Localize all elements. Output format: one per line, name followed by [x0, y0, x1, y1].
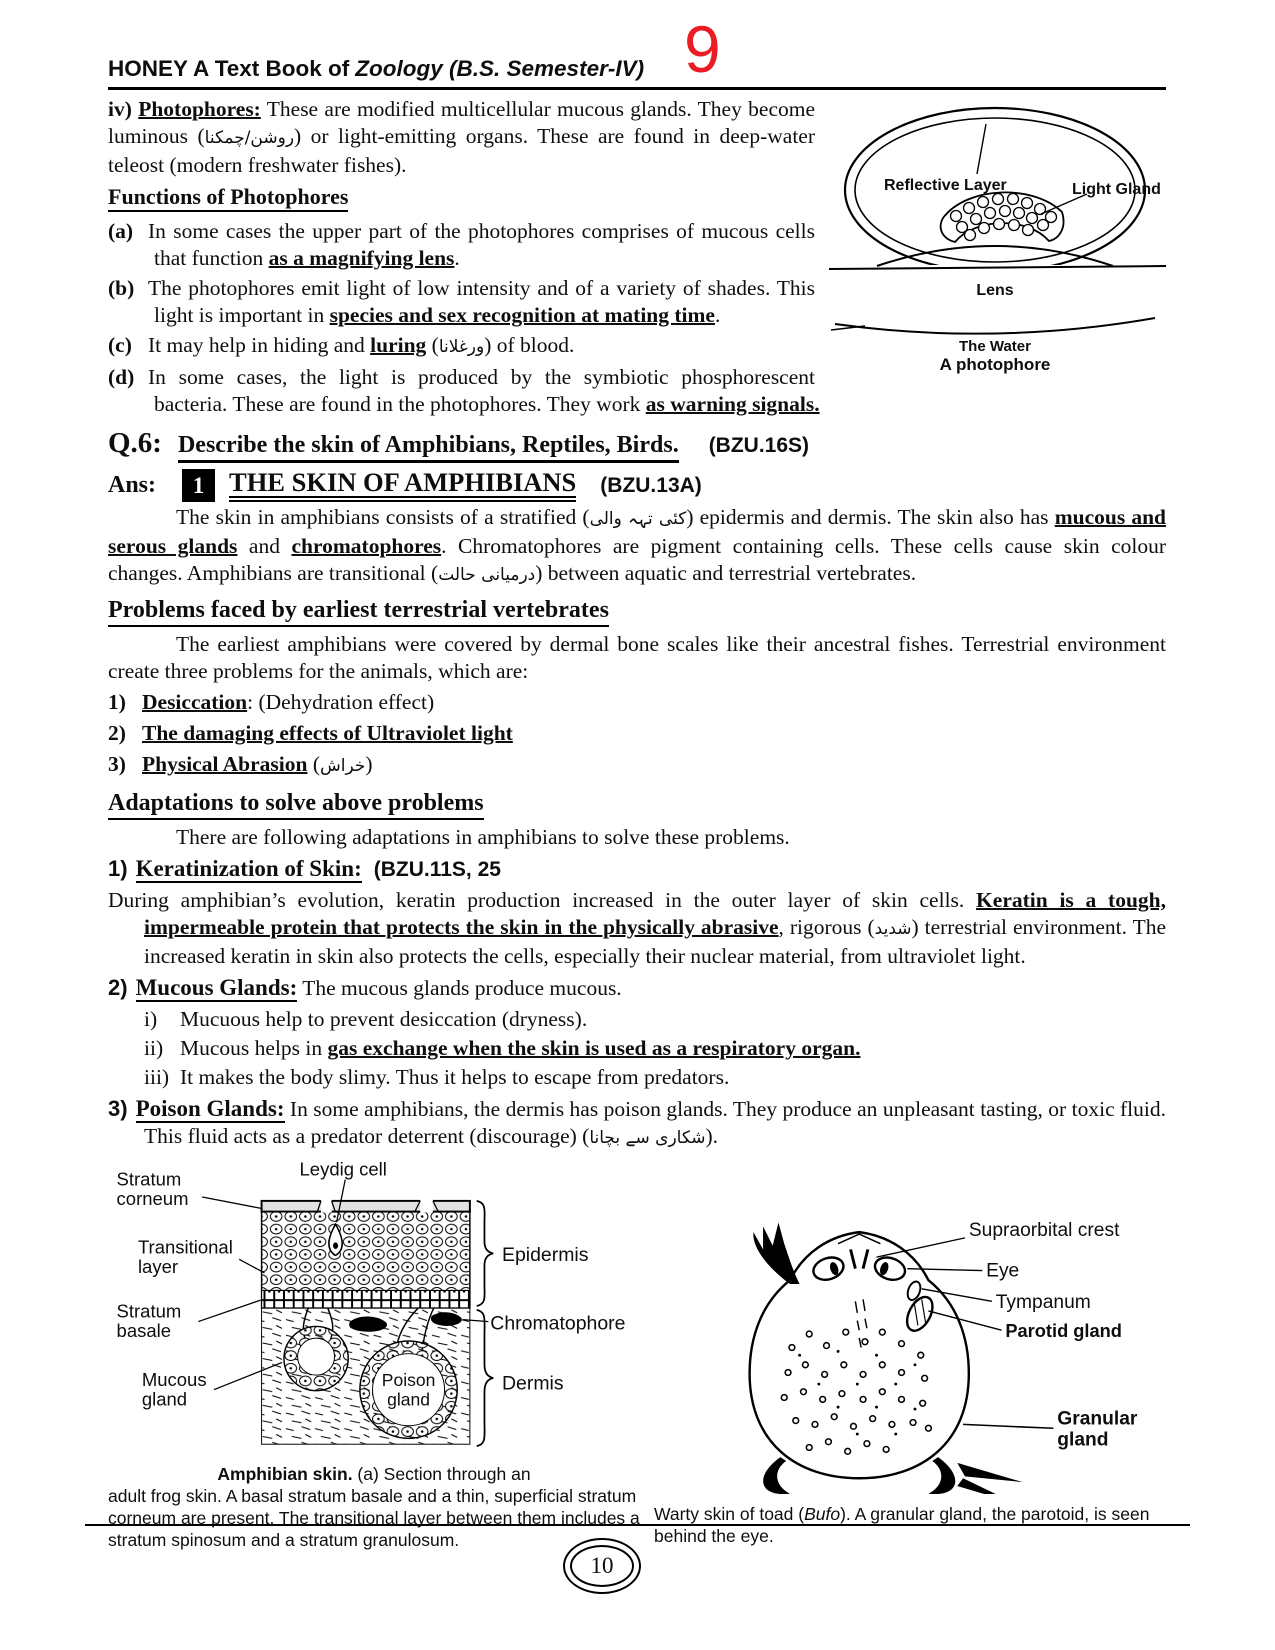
toad-figure — [640, 1176, 1164, 1551]
adaptations-intro: There are following adaptations in amphibians to solve these problems. — [176, 825, 790, 849]
epidermis-label: Epidermis — [501, 1244, 589, 1267]
item-marker: 3) — [108, 752, 126, 776]
dermis-label: Dermis — [501, 1372, 564, 1395]
photophore-diagram — [829, 98, 1166, 374]
item-marker: (a) — [108, 219, 134, 243]
urdu-luring: ورغلانا — [438, 337, 485, 357]
keratinization-heading-row — [108, 855, 1166, 883]
tympanum-label: Tympanum — [995, 1292, 1091, 1314]
item-text: The photophores emit light of low intensity and of a variety of shades. This light is important in — [148, 276, 815, 327]
toad-diagram — [640, 1176, 1164, 1494]
item-marker: iii) — [144, 1065, 170, 1089]
item-text: In some cases the upper part of the photophores comprises of mucous cells that function — [148, 219, 815, 270]
poison-gland-inner-label: Poison — [381, 1369, 436, 1390]
book-subtitle: Zoology (B.S. Semester-IV) — [355, 56, 645, 81]
item-text: ) — [365, 752, 373, 776]
item-emphasis: Desiccation — [142, 690, 248, 714]
mucous-item-ii — [108, 1035, 1166, 1062]
item-text: In some cases, the light is produced by the symbiotic phosphorescent bacteria. These are found in the photophores. They work — [148, 365, 815, 416]
granular-gland-label: Granular — [1057, 1408, 1138, 1430]
item-text: ( — [426, 333, 439, 357]
urdu-abrasion: خراش — [320, 756, 366, 776]
emphasis: Keratin is a tough, impermeable protein that protects the skin in the physically abrasive — [144, 888, 1166, 939]
item-emphasis: as a magnifying lens — [268, 246, 455, 270]
poison-gland-inner-label: gland — [387, 1389, 430, 1410]
mucous-item-i — [108, 1006, 1166, 1033]
lens-label: Lens — [976, 282, 1014, 299]
toad-forelimb — [753, 1223, 799, 1285]
item-text: . — [714, 303, 721, 327]
answer-number-box: 1 — [182, 469, 215, 502]
text: ) terrestrial environment. The increased keratin in skin also protects the cells, especially their nuclear material, from ultraviolet light. — [144, 915, 1166, 968]
photophore-figure — [829, 98, 1166, 381]
mucous-item-iii — [108, 1064, 1166, 1091]
urdu-deterrent: شکاری سے بچانا — [589, 1128, 706, 1148]
water-label: The Water — [959, 338, 1031, 355]
emphasis: chromatophores — [291, 534, 442, 558]
item-marker: i) — [144, 1007, 158, 1031]
reflective-layer-label: Reflective Layer — [884, 177, 1007, 194]
item-marker: 1) — [108, 690, 126, 714]
poison-glands-heading: Poison Glands: — [135, 1096, 285, 1121]
item-emphasis: species and sex recognition at mating time — [329, 303, 715, 327]
item-marker: iv) — [108, 97, 132, 121]
mucous-gland-label: Mucous — [141, 1368, 207, 1390]
toad-hindlimb — [928, 1457, 955, 1494]
answer-label: Ans: — [108, 472, 157, 498]
item-emphasis: The damaging effects of Ultraviolet light — [142, 721, 513, 745]
amphibian-skin-diagram — [108, 1160, 640, 1452]
chromatophore-label: Chromatophore — [490, 1312, 626, 1335]
question-ref: (BZU.16S) — [708, 434, 810, 457]
item-text: It makes the body slimy. Thus it helps to escape from predators. — [180, 1065, 730, 1089]
item-marker: (c) — [108, 333, 132, 357]
item-text: . — [454, 246, 460, 270]
item-marker: 2) — [108, 975, 128, 1000]
problems-heading: Problems faced by earliest terrestrial vertebrates — [108, 595, 609, 627]
photophores-text: These are modified multicellular mucous glands. They become luminous ( — [108, 97, 815, 148]
caption-text: (a) Section through an — [352, 1464, 531, 1484]
item-emphasis: as warning signals. — [645, 392, 820, 416]
problem-3 — [108, 751, 1166, 780]
answer-heading-row — [108, 469, 1166, 502]
urdu-rigorous: شدید — [874, 919, 912, 939]
text: and — [237, 534, 292, 558]
caption-text: adult frog skin. A basal stratum basale and a thin, superficial stratum corneum are present. The transitional layer between them includes a stratum spinosum and a stratum granulosum. — [108, 1486, 640, 1550]
item-text: ( — [307, 752, 321, 776]
answer-ref: (BZU.13A) — [600, 474, 702, 497]
item-emphasis: luring — [370, 333, 427, 357]
transitional-layer-label: Transitional — [137, 1236, 233, 1258]
item-text: : (Dehydration effect) — [247, 690, 435, 714]
caption-bold: Amphibian skin. — [217, 1464, 353, 1484]
amphibian-skin-figure — [108, 1160, 640, 1551]
stratum-corneum-label: corneum — [116, 1187, 189, 1209]
text: The mucous glands produce mucous. — [297, 976, 622, 1000]
problem-1 — [108, 689, 1166, 716]
caption-text: Warty skin of toad ( — [654, 1504, 805, 1524]
skin-paragraph — [108, 504, 1166, 589]
item-emphasis: Physical Abrasion — [142, 752, 308, 776]
caption-text: ). A granular gland, the parotoid, is seen behind the eye. — [654, 1504, 1150, 1546]
item-marker: ii) — [144, 1036, 164, 1060]
keratinization-ref: (BZU.11S, 25 — [373, 858, 501, 881]
item-marker: 2) — [108, 721, 126, 745]
question-label: Q.6: — [108, 427, 162, 459]
item-text: ) of blood. — [484, 333, 575, 357]
item-emphasis: gas exchange when the skin is used as a respiratory organ. — [327, 1036, 861, 1060]
item-marker: (d) — [108, 365, 135, 389]
urdu-transitional: درمیانی حالت — [438, 565, 536, 585]
item-text: It may help in hiding and — [148, 333, 371, 357]
leydig-cell-label: Leydig cell — [299, 1160, 387, 1180]
mucous-glands-heading: Mucous Glands: — [135, 975, 298, 1000]
keratinization-heading: Keratinization of Skin: — [135, 856, 362, 881]
text: ). — [705, 1124, 719, 1148]
keratinization-paragraph — [108, 887, 1166, 970]
page-number-oval — [563, 1538, 641, 1594]
eye-label: Eye — [986, 1260, 1020, 1282]
mucous-glands-row — [108, 974, 1166, 1002]
item-marker: 3) — [108, 1096, 128, 1121]
text: The skin in amphibians consists of a stratified ( — [176, 505, 590, 529]
item-text: Mucous helps in — [180, 1036, 328, 1060]
parotid-gland-label: Parotid gland — [1005, 1319, 1122, 1341]
photophores-text-2: ) or light-emitting organs. These are found in deep-water teleost (modern freshwater fishes). — [108, 124, 815, 177]
text: In some amphibians, the dermis has poison glands. They produce an unpleasant tasting, or toxic fluid. This fluid acts as a predator deterrent (discourage) ( — [144, 1097, 1167, 1148]
light-gland-label: Light Gland — [1072, 181, 1161, 198]
toad-hindlimb — [763, 1457, 790, 1494]
caption-italic: Bufo — [804, 1504, 841, 1524]
problems-intro: The earliest amphibians were covered by dermal bone scales like their ancestral fishes. Terrestrial environment create three problems for the animals, which are: — [108, 632, 1166, 683]
transitional-layer-label: layer — [137, 1255, 179, 1277]
text: , rigorous ( — [778, 915, 875, 939]
item-marker: 1) — [108, 856, 128, 881]
text: ) between aquatic and terrestrial vertebrates. — [535, 561, 917, 585]
photophores-section — [108, 96, 1166, 1551]
question-title: Describe the skin of Amphibians, Reptiles, Birds. — [178, 432, 679, 463]
urdu-luminous: روشن/چمکنا — [204, 128, 295, 148]
amphibian-skin-caption — [108, 1463, 640, 1551]
stratum-basale-label: basale — [116, 1320, 172, 1342]
photophores-term: Photophores: — [138, 97, 261, 121]
text: ) epidermis and dermis. The skin also has — [686, 505, 1055, 529]
problem-2 — [108, 720, 1166, 747]
book-header — [108, 0, 1166, 90]
item-marker: (b) — [108, 276, 135, 300]
text: . Chromatophores are pigment containing cells. These cells cause skin colour changes. Amphibians are transitional ( — [108, 534, 1166, 585]
mucous-gland-label: gland — [141, 1388, 188, 1410]
question-6 — [108, 427, 1166, 459]
emphasis: mucous and serous glands — [108, 505, 1167, 558]
stratum-basale-label: Stratum — [116, 1300, 182, 1322]
page-corner-number: 9 — [684, 12, 721, 86]
bottom-figures — [108, 1160, 1166, 1551]
supraorbital-crest-label: Supraorbital crest — [968, 1219, 1120, 1241]
photophore-caption: A photophore — [939, 355, 1051, 374]
urdu-stratified: کئی تہہ والی — [589, 509, 687, 529]
page-number: 10 — [590, 1553, 614, 1578]
answer-title: THE SKIN OF AMPHIBIANS — [229, 469, 576, 502]
item-text: Mucuous help to prevent desiccation (dryness). — [180, 1007, 588, 1031]
adaptations-heading: Adaptations to solve above problems — [108, 788, 484, 820]
poison-glands-paragraph — [108, 1095, 1167, 1152]
granular-gland-label: gland — [1057, 1429, 1109, 1451]
functions-heading: Functions of Photophores — [108, 184, 348, 212]
text: During amphibian’s evolution, keratin production increased in the outer layer of skin cells. — [108, 888, 977, 912]
stratum-corneum-label: Stratum — [116, 1168, 182, 1190]
book-title: HONEY A Text Book of — [108, 56, 350, 81]
